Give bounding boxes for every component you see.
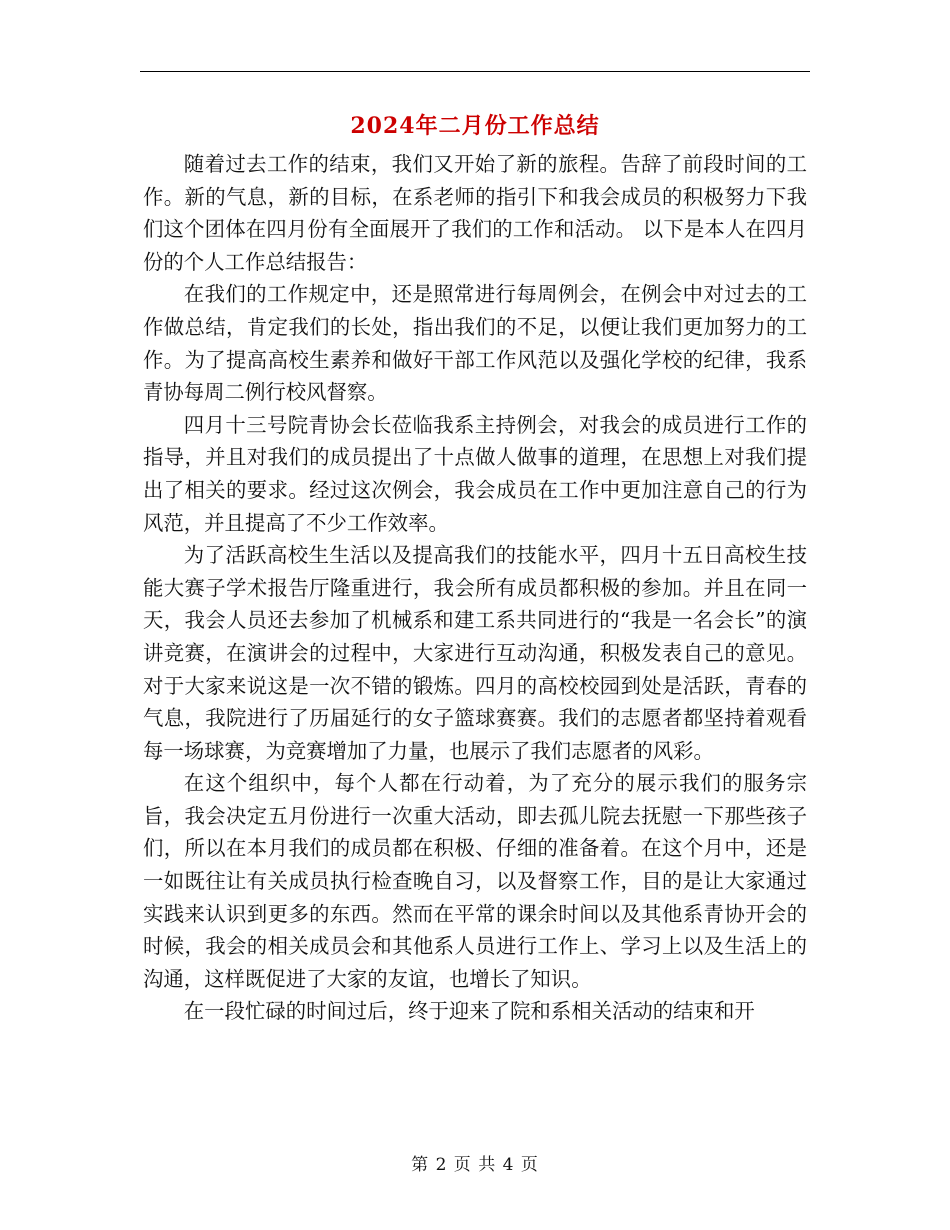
document-body <box>143 148 807 1028</box>
body-paragraph-2: 在我们的工作规定中，还是照常进行每周例会，在例会中对过去的工作做总结，肯定我们的长处，指出我们的不足，以便让我们更加努力的工作。为了提高高校生素养和做好干部工作风范以及强化学校的纪律，我系青协每周二例行校风督察。 <box>143 282 807 405</box>
body-paragraph-5: 在这个组织中，每个人都在行动着，为了充分的展示我们的服务宗旨，我会决定五月份进行一次重大活动，即去孤儿院去抚慰一下那些孩子们，所以在本月我们的成员都在积极、仔细的准备着。在这个月中，还是一如既往让有关成员执行检查晚自习，以及督察工作，目的是让大家通过实践来认识到更多的东西。然而在平常的课余时间以及其他系青协开会的时候，我会的相关成员会和其他系人员进行工作上、学习上以及生活上的沟通，这样既促进了大家的友谊，也增长了知识。 <box>143 771 807 991</box>
body-paragraph-1: 随着过去工作的结束，我们又开始了新的旅程。告辞了前段时间的工作。新的气息，新的目标，在系老师的指引下和我会成员的积极努力下我们这个团体在四月份有全面展开了我们的工作和活动。 以下是本人在四月份的个人工作总结报告： <box>143 152 807 274</box>
body-paragraph-6: 在一段忙碌的时间过后，终于迎来了院和系相关活动的结束和开 <box>183 999 755 1024</box>
page-number: 第 2 页 共 4 页 <box>411 1155 539 1175</box>
body-paragraph-4: 为了活跃高校生生活以及提高我们的技能水平，四月十五日高校生技能大赛子学术报告厅隆重进行，我会所有成员都积极的参加。并且在同一天，我会人员还去参加了机械系和建工系共同进行的“我是一名会长”的演讲竞赛，在演讲会的过程中，大家进行互动沟通，积极发表自己的意见。对于大家来说这是一次不错的锻炼。四月的高校校园到处是活跃，青春的气息，我院进行了历届延行的女子篮球赛赛。我们的志愿者都坚持着观看每一场球赛，为竞赛增加了力量，也展示了我们志愿者的风彩。 <box>143 543 807 763</box>
body-paragraph-3: 四月十三号院青协会长莅临我系主持例会，对我会的成员进行工作的指导，并且对我们的成员提出了十点做人做事的道理，在思想上对我们提出了相关的要求。经过这次例会，我会成员在工作中更加注意自己的行为风范，并且提高了不少工作效率。 <box>143 412 807 535</box>
document-title: 2024年二月份工作总结 <box>350 113 600 139</box>
header-rule <box>140 71 810 72</box>
